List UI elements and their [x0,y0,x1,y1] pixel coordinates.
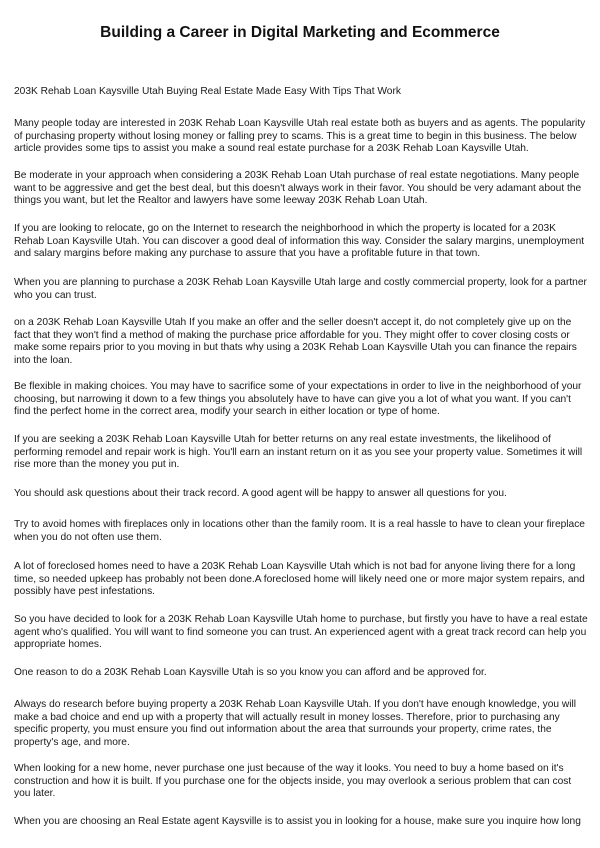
paragraph-15: When you are choosing an Real Estate agent Kaysville is to assist you in looking for a house, make sure you inquire how long [14,816,581,827]
paragraph-4: When you are planning to purchase a 203K Rehab Loan Kaysville Utah large and costly commercial property, look for a partner who you can trust. [14,277,587,301]
paragraph-5: on a 203K Rehab Loan Kaysville Utah If you make an offer and the seller doesn't accept it, do not completely give up on the fact that they won't find a method of making the purchase price affordable for you. They might offer to cover closing costs or make some repairs prior to you moving in but thats why using a 203K Rehab Loan Kaysville Utah you can finance the repairs into the loan. [14,317,577,366]
paragraph-8: You should ask questions about their track record. A good agent will be happy to answer all questions for you. [14,488,507,499]
paragraph-9: Try to avoid homes with fireplaces only in locations other than the family room. It is a real hassle to have to clean your fireplace when you do not often use them. [14,519,585,543]
paragraph-6: Be flexible in making choices. You may have to sacrifice some of your expectations in order to live in the neighborhood of your choosing, but narrowing it down to a few things you absolutely have to have can give you a lot of what you want. If you can't find the perfect home in the correct area, modify your search in either location or type of home. [14,381,582,418]
paragraph-14: When looking for a new home, never purchase one just because of the way it looks. You need to buy a home based on it's construction and how it is built. If you purchase one for the objects inside, you may overlook a serious problem that can cost you later. [14,763,572,800]
paragraph-11: So you have decided to look for a 203K Rehab Loan Kaysville Utah home to purchase, but firstly you have to have a real estate agent who's qualified. You will want to find someone you can trust. An experienced agent with a great track record can help you appropriate homes. [14,614,588,651]
document-title: Building a Career in Digital Marketing and Ecommerce [100,24,500,41]
paragraph-12: One reason to do a 203K Rehab Loan Kaysville Utah is so you know you can afford and be approved for. [14,667,487,678]
paragraph-13: Always do research before buying property a 203K Rehab Loan Kaysville Utah. If you don't have enough knowledge, you will make a bad choice and end up with a property that will actually result in money losses. Therefore, prior to purchasing any specific property, you must ensure you find out information about the area that surrounds your property, crime rates, the property's age, and more. [14,699,577,748]
subtitle-paragraph: 203K Rehab Loan Kaysville Utah Buying Real Estate Made Easy With Tips That Work [14,86,401,97]
paragraph-2: Be moderate in your approach when considering a 203K Rehab Loan Utah purchase of real estate negotiations. Many people want to be aggressive and get the best deal, but this doesn't always work in their favor. You should be very adamant about the things you want, but let the Realtor and lawyers have some leeway 203K Rehab Loan Utah. [14,170,582,207]
paragraph-1: Many people today are interested in 203K Rehab Loan Kaysville Utah real estate both as buyers and as agents. The popularity of purchasing property without losing money or falling prey to scams. This is a great time to begin in this business. The below article provides some tips to assist you make a sound real estate purchase for a 203K Rehab Loan Kaysville Utah. [14,118,586,155]
paragraph-3: If you are looking to relocate, go on the Internet to research the neighborhood in which the property is located for a 203K Rehab Loan Kaysville Utah. You can discover a good deal of information this way. Consider the salary margins, unemployment and salary margins before making any purchase to assure that you have a profitable future in that town. [14,223,585,260]
paragraph-7: If you are seeking a 203K Rehab Loan Kaysville Utah for better returns on any real estate investments, the likelihood of performing remodel and repair work is high. You'll earn an instant return on it as you see your property value. Sometimes it will rise more than the money you put in. [14,434,583,471]
paragraph-10: A lot of foreclosed homes need to have a 203K Rehab Loan Kaysville Utah which is not bad for anyone living there for a long time, so needed upkeep has probably not been done.A foreclosed home will likely need one or more major system repairs, and possibly have pest infestations. [14,561,585,598]
